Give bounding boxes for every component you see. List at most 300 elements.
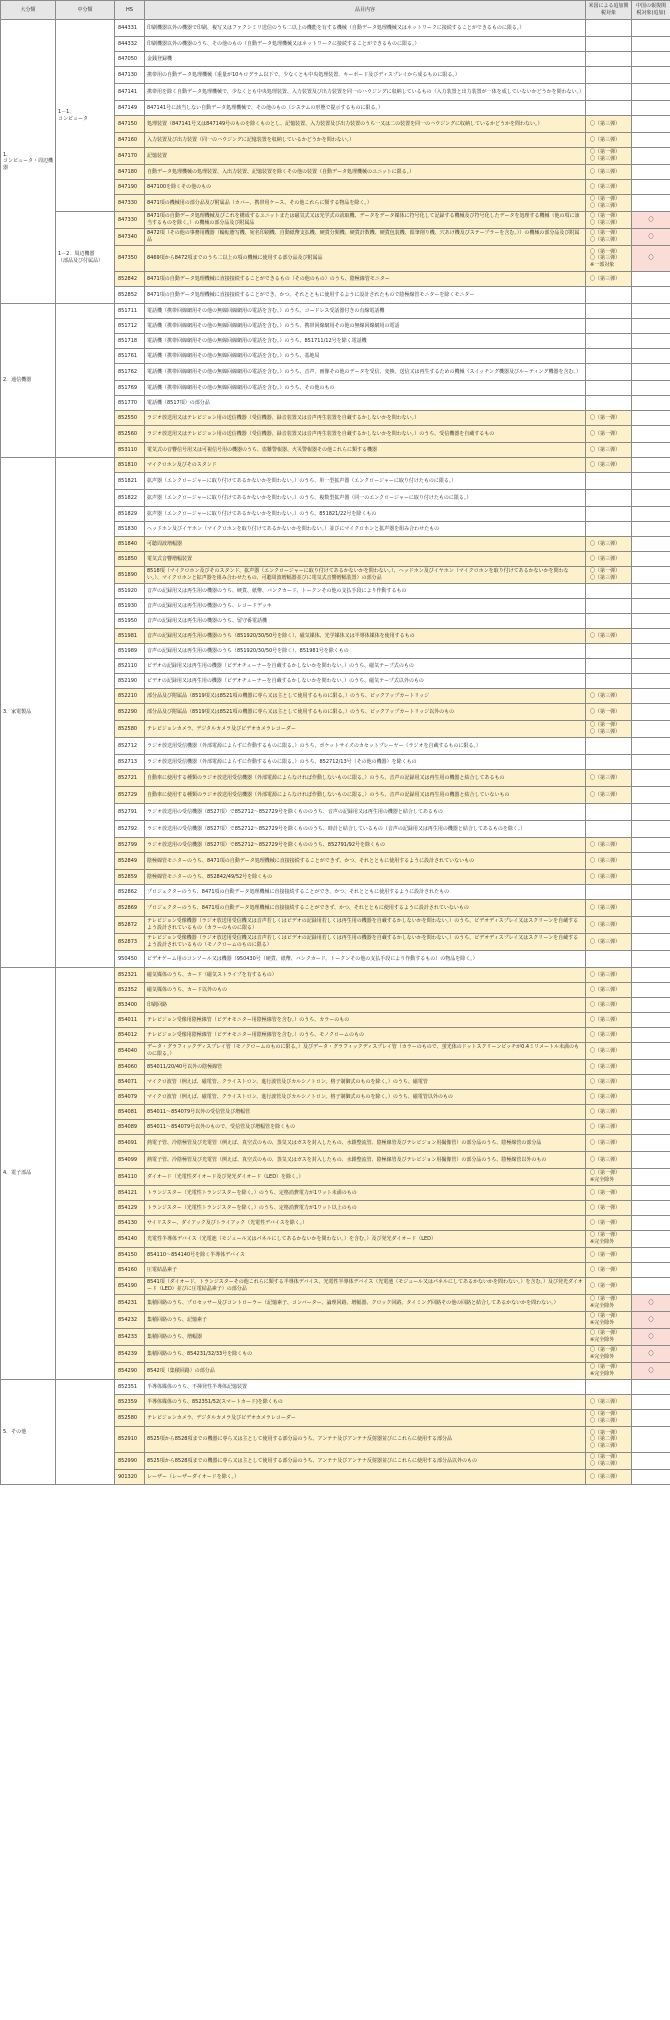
hs-code-cell: 852351 xyxy=(115,1380,145,1395)
description-cell: テレビジョン受像用陰極線管（ビデオモニター用陰極線管を含む。）のうち、モノクロームのもの xyxy=(145,1028,586,1043)
hs-code-cell: 851711 xyxy=(115,304,145,319)
cn-tariff-cell xyxy=(632,101,670,116)
us-tariff-cell xyxy=(586,614,632,629)
description-cell: 8541項（ダイオード、トランジスターその他これらに類する半導体デバイス、光電性半導体デバイス（光電池（モジュール又はパネルにしてあるかないかを問わない。）を含む。）及び発光ダイオード（LED）並びに圧電結晶素子）の部分品 xyxy=(145,1278,586,1295)
us-tariff-badge: 〇（第三弾） xyxy=(590,1016,621,1023)
us-tariff-badge: 〇（第一弾） xyxy=(590,1189,621,1196)
us-tariff-badge: 〇（第一弾） xyxy=(590,248,621,255)
header-row xyxy=(1,1,670,20)
us-tariff-badge: ※完全除外 xyxy=(590,1239,615,1245)
us-tariff-badge: 〇（第三弾） xyxy=(590,921,621,928)
us-tariff-badge: 〇（第三弾） xyxy=(590,120,621,127)
us-tariff-cell xyxy=(586,84,632,101)
cn-tariff-cell xyxy=(632,381,670,396)
hs-code-cell: 852869 xyxy=(115,900,145,917)
table-row xyxy=(1,458,670,473)
hs-code-cell: 852873 xyxy=(115,934,145,951)
hs-code-cell: 852321 xyxy=(115,968,145,983)
us-tariff-badge: 〇（第三弾） xyxy=(590,857,621,864)
cn-tariff-cell xyxy=(632,537,670,552)
hs-code-cell: 852713 xyxy=(115,755,145,770)
us-tariff-badge: 〇（第三弾） xyxy=(590,1001,621,1008)
description-cell: 自動車に使用する種類のラジオ放送用受信機器（外部電源によらなければ作動しないものに限る。）のうち、音声の記録用又は再生用の機器と結合していないもの xyxy=(145,787,586,804)
us-tariff-badge: 〇（第三弾） xyxy=(590,1123,621,1130)
hs-code-cell: 847170 xyxy=(115,148,145,165)
hs-code-cell: 854231 xyxy=(115,1295,145,1312)
description-cell: マイクロ波管（例えば、磁電管、クライストロン、進行波管及びカルシノトロン。格子制御式のものを除く。）のうち、磁電管以外のもの xyxy=(145,1090,586,1105)
us-tariff-badge: 〇（第一弾） xyxy=(590,1411,621,1418)
hs-code-cell: 852799 xyxy=(115,838,145,853)
us-tariff-cell xyxy=(586,334,632,349)
hs-code-cell: 852849 xyxy=(115,853,145,870)
cn-tariff-cell xyxy=(632,629,670,644)
us-tariff-cell xyxy=(586,1263,632,1278)
us-tariff-cell xyxy=(586,951,632,968)
us-tariff-cell xyxy=(586,770,632,787)
hs-code-cell: 844332 xyxy=(115,37,145,52)
cn-tariff-cell xyxy=(632,1395,670,1410)
us-tariff-cell xyxy=(586,133,632,148)
us-tariff-cell xyxy=(586,1248,632,1263)
cn-tariff-cell xyxy=(632,165,670,180)
us-tariff-badge: 〇（第一弾） xyxy=(590,230,621,237)
hs-code-cell: 852352 xyxy=(115,983,145,998)
us-tariff-cell xyxy=(586,1120,632,1135)
cn-tariff-cell xyxy=(632,1105,670,1120)
cn-tariff-cell xyxy=(632,473,670,490)
us-tariff-badge: 〇（第一弾） xyxy=(590,213,621,220)
us-tariff-badge: 〇（第三弾） xyxy=(590,136,621,143)
us-tariff-cell xyxy=(586,1169,632,1186)
hs-code-cell: 852852 xyxy=(115,287,145,304)
hs-code-cell: 851822 xyxy=(115,490,145,507)
hs-code-cell: 847330 xyxy=(115,195,145,212)
us-tariff-cell xyxy=(586,1013,632,1028)
cn-tariff-cell xyxy=(632,1427,670,1453)
description-cell: 部分品及び附属品（8519項又は8521項の機器に専ら又は主として使用するものに限る。）のうち、ピックアップカートリッジ xyxy=(145,689,586,704)
cn-tariff-cell xyxy=(632,1453,670,1470)
hs-code-cell: 854040 xyxy=(115,1043,145,1060)
hs-code-cell: 901320 xyxy=(115,1470,145,1485)
cn-tariff-cell xyxy=(632,1216,670,1231)
hs-code-cell: 852862 xyxy=(115,885,145,900)
cn-tariff-cell: 〇 xyxy=(632,229,670,246)
cn-tariff-cell xyxy=(632,1075,670,1090)
hs-code-cell: 851840 xyxy=(115,537,145,552)
description-cell: 熱電子管、冷陰極管及び光電管（例えば、真空式のもの、蒸気又はガスを封入したもの、水銀整流管、陰極線管及びテレビジョン用撮像管）の部分品のうち、陰極線管以外のもの xyxy=(145,1152,586,1169)
us-tariff-badge: 〇（第三弾） xyxy=(590,1047,621,1054)
us-tariff-cell xyxy=(586,1135,632,1152)
us-tariff-cell xyxy=(586,180,632,195)
us-tariff-cell xyxy=(586,381,632,396)
us-tariff-cell xyxy=(586,1090,632,1105)
hs-code-cell: 854239 xyxy=(115,1346,145,1363)
cn-tariff-cell xyxy=(632,37,670,52)
us-tariff-cell xyxy=(586,1043,632,1060)
description-cell: 電話機（携帯回線網用その他の無線回線網用の電話を含む。）のうち、音声、画像その他のデータを受信、変換、送信又は再生するための機械（スイッチング機器及びルーティング機器を含む。） xyxy=(145,364,586,381)
us-tariff-cell xyxy=(586,721,632,738)
hs-code-cell: 854130 xyxy=(115,1216,145,1231)
description-cell: ヘッドホン及びイヤホン（マイクロホンを取り付けてあるかないかを問わない。）並びにマイクロホンと拡声器を組み合わせたもの xyxy=(145,522,586,537)
us-tariff-cell xyxy=(586,364,632,381)
cn-tariff-cell xyxy=(632,319,670,334)
major-category-cell: 5．その他 xyxy=(1,1380,56,1485)
us-tariff-badge: 〇（第一弾） xyxy=(590,1364,621,1371)
us-tariff-badge: 〇（第一弾） xyxy=(590,1330,621,1337)
cn-tariff-cell xyxy=(632,1263,670,1278)
description-cell: 電気式の音響信号用又は可視信号用の機器のうち、盗難警報器、火災警報器その他これらに類する機器 xyxy=(145,443,586,458)
hs-code-cell: 851920 xyxy=(115,584,145,599)
header-major-category: 大分類 xyxy=(1,1,56,20)
hs-code-cell: 847160 xyxy=(115,133,145,148)
cn-tariff-cell: 〇 xyxy=(632,1346,670,1363)
description-cell: 拡声器（エンクロージャーに取り付けてあるかないかを問わない。）のうち、複数型拡声器（同一のエンクロージャーに取り付けたものに限る。） xyxy=(145,490,586,507)
description-cell: 電話機（携帯回線網用その他の無線回線網用の電話を含む。）のうち、コードレス受話器付きの有線電話機 xyxy=(145,304,586,319)
cn-tariff-cell xyxy=(632,304,670,319)
cn-tariff-cell xyxy=(632,917,670,934)
description-cell: 854011/20/40号以外の陰極線管 xyxy=(145,1060,586,1075)
description-cell: レーザー（レーザーダイオードを除く。） xyxy=(145,1470,586,1485)
cn-tariff-cell xyxy=(632,1043,670,1060)
cn-tariff-cell xyxy=(632,1380,670,1395)
us-tariff-badge: 〇（第三弾） xyxy=(590,1093,621,1100)
us-tariff-cell xyxy=(586,885,632,900)
us-tariff-cell xyxy=(586,195,632,212)
description-cell: 8542項（集積回路）の部分品 xyxy=(145,1363,586,1380)
middle-category-cell xyxy=(56,1380,115,1485)
us-tariff-cell xyxy=(586,1028,632,1043)
us-tariff-cell xyxy=(586,704,632,721)
header-middle-category: 中分類 xyxy=(56,1,115,20)
description-cell: 部分品及び附属品（8519項又は8521項の機器に専ら又は主として使用するものに限る。）のうち、ピックアップカートリッジ以外のもの xyxy=(145,704,586,721)
description-cell: 8471項の自動データ処理機械に直接接続することができるもの（その他のもの）のうち、陰極線管モニター xyxy=(145,272,586,287)
description-cell: 8525項から8528項までの機器に専ら又は主として使用する部分品のうち、アンテナ及びアンテナ反射器並びにこれらに使用する部分品 xyxy=(145,1427,586,1453)
middle-category-cell: 1－2．周辺機器 （部品及び付属品） xyxy=(56,212,115,304)
cn-tariff-cell xyxy=(632,738,670,755)
cn-tariff-cell xyxy=(632,821,670,838)
description-cell: 金銭登録機 xyxy=(145,52,586,67)
cn-tariff-cell xyxy=(632,787,670,804)
hs-code-cell: 852560 xyxy=(115,426,145,443)
hs-code-cell: 852859 xyxy=(115,870,145,885)
hs-code-cell: 844331 xyxy=(115,20,145,37)
cn-tariff-cell xyxy=(632,659,670,674)
cn-tariff-cell xyxy=(632,364,670,381)
description-cell: ビデオの記録用又は再生用の機器（ビデオチューナーを自蔵するかしないかを問わない。）のうち、磁気テープ式以外のもの xyxy=(145,674,586,689)
cn-tariff-cell xyxy=(632,870,670,885)
description-cell: 入力装置及び出力装置（同一のハウジングに記憶装置を収納しているかどうかを問わない。） xyxy=(145,133,586,148)
us-tariff-badge: ※完全除外 xyxy=(590,1337,615,1343)
description-cell: サイリスター、ダイアック及びトライアック（光電性デバイスを除く。） xyxy=(145,1216,586,1231)
us-tariff-badge: 〇（第三弾） xyxy=(590,1442,621,1449)
description-cell: 自動車に使用する種類のラジオ放送用受信機器（外部電源によらなければ作動しないものに限る。）のうち、音声の記録用又は再生用の機器と結合してあるもの xyxy=(145,770,586,787)
description-cell: 854011～854079号以外の受信管及び増幅管 xyxy=(145,1105,586,1120)
cn-tariff-cell xyxy=(632,644,670,659)
us-tariff-cell xyxy=(586,983,632,998)
us-tariff-cell xyxy=(586,689,632,704)
cn-tariff-cell xyxy=(632,1186,670,1201)
description-cell: 8472項（その他の事務用機器（輪転謄写機、宛名印刷機、自動紙幣支払機、硬貨分類機、硬貨計数機、硬貨包装機、鉛筆削り機、穴あけ機及びステープラーを含む。））の機械の部分品及び附属品 xyxy=(145,229,586,246)
us-tariff-cell xyxy=(586,1152,632,1169)
cn-tariff-cell xyxy=(632,998,670,1013)
hs-code-cell: 852359 xyxy=(115,1395,145,1410)
us-tariff-badge: 〇（第三弾） xyxy=(590,275,621,282)
cn-tariff-cell xyxy=(632,721,670,738)
us-tariff-cell xyxy=(586,304,632,319)
us-tariff-cell xyxy=(586,900,632,917)
description-cell: ラジオ放送用受信機器（外部電源によらずに作動するものに限る。）のうち、852712/13号（その他の機器）を除くもの xyxy=(145,755,586,770)
us-tariff-badge: 〇（第一弾） xyxy=(590,1219,621,1226)
description-cell: ラジオ放送用又はテレビジョン用の送信機器（受信機器、録音装置又は音声再生装置を自蔵するかしないかを問わない。）のうち、受信機器を自蔵するもの xyxy=(145,426,586,443)
description-cell: ビデオの記録用又は再生用の機器（ビデオチューナーを自蔵するかしないかを問わない。）のうち、磁気テープ式のもの xyxy=(145,659,586,674)
us-tariff-cell xyxy=(586,853,632,870)
us-tariff-cell xyxy=(586,212,632,229)
us-tariff-cell xyxy=(586,1380,632,1395)
us-tariff-badge: 〇（第三弾） xyxy=(590,220,621,226)
description-cell: 陰極線管モニターのうち、852842/49/52号を除くもの xyxy=(145,870,586,885)
us-tariff-cell xyxy=(586,552,632,567)
us-tariff-badge: ※完全除外 xyxy=(590,1177,615,1183)
us-tariff-badge: 〇（第一弾） xyxy=(590,430,621,437)
hs-code-cell: 851718 xyxy=(115,334,145,349)
us-tariff-cell xyxy=(586,349,632,364)
us-tariff-cell xyxy=(586,458,632,473)
description-cell: データ・グラフィックディスプレイ管（モノクロームのものに限る。）及びデータ・グラフィックディスプレイ管（カラーのもので、蛍光体のドットスクリーンピッチが0.4ミリメートル未満のものに限る。） xyxy=(145,1043,586,1060)
hs-code-cell: 854089 xyxy=(115,1120,145,1135)
cn-tariff-cell xyxy=(632,490,670,507)
us-tariff-cell xyxy=(586,229,632,246)
hs-code-cell: 852110 xyxy=(115,659,145,674)
hs-code-cell: 847180 xyxy=(115,165,145,180)
description-cell: トランジスター（光電性トランジスターを除く。）のうち、定格消費電力が1ワット以上のもの xyxy=(145,1201,586,1216)
us-tariff-cell xyxy=(586,20,632,37)
hs-code-cell: 852190 xyxy=(115,674,145,689)
cn-tariff-cell xyxy=(632,689,670,704)
header-cn-tariff: 中国の報復関税対象(追加) xyxy=(632,1,670,20)
us-tariff-cell xyxy=(586,396,632,411)
us-tariff-cell xyxy=(586,319,632,334)
hs-code-cell: 854129 xyxy=(115,1201,145,1216)
cn-tariff-cell xyxy=(632,67,670,84)
cn-tariff-cell xyxy=(632,584,670,599)
cn-tariff-cell xyxy=(632,195,670,212)
us-tariff-cell xyxy=(586,116,632,133)
hs-code-cell: 851761 xyxy=(115,349,145,364)
hs-code-cell: 847330 xyxy=(115,212,145,229)
hs-code-cell: 852580 xyxy=(115,721,145,738)
us-tariff-cell xyxy=(586,507,632,522)
us-tariff-cell xyxy=(586,1453,632,1470)
us-tariff-cell xyxy=(586,1427,632,1453)
cn-tariff-cell: 〇 xyxy=(632,246,670,272)
major-category-cell: 4．電子部品 xyxy=(1,968,56,1380)
hs-code-cell: 852290 xyxy=(115,704,145,721)
major-category-cell: 1. コンピュータ・周辺機器 xyxy=(1,20,56,304)
us-tariff-cell xyxy=(586,1278,632,1295)
hs-code-cell: 852990 xyxy=(115,1453,145,1470)
hs-code-cell: 847340 xyxy=(115,229,145,246)
hs-code-cell: 854091 xyxy=(115,1135,145,1152)
cn-tariff-cell xyxy=(632,900,670,917)
us-tariff-badge: 〇（第三弾） xyxy=(590,1078,621,1085)
us-tariff-cell xyxy=(586,644,632,659)
hs-code-cell: 854290 xyxy=(115,1363,145,1380)
cn-tariff-cell xyxy=(632,507,670,522)
hs-code-cell: 847141 xyxy=(115,84,145,101)
description-cell: 電話機（携帯回線網用その他の無線回線網用の電話を含む。）のうち、851711/12号を除く電話機 xyxy=(145,334,586,349)
cn-tariff-cell xyxy=(632,396,670,411)
hs-code-cell: 851810 xyxy=(115,458,145,473)
description-cell: 集積回路のうち、記憶素子 xyxy=(145,1312,586,1329)
us-tariff-cell xyxy=(586,537,632,552)
us-tariff-cell xyxy=(586,838,632,853)
us-tariff-badge: ※完全除外 xyxy=(590,1354,615,1360)
us-tariff-badge: 〇（第一弾） xyxy=(590,1170,621,1177)
us-tariff-cell xyxy=(586,37,632,52)
hs-code-cell: 852721 xyxy=(115,770,145,787)
description-cell: 処理装置（847141号又は847149号のものを除くものとし、記憶装置、入力装置及び出力装置のうち一又は二の装置を同一のハウジングに収納しているかどうかを問わない。） xyxy=(145,116,586,133)
us-tariff-cell xyxy=(586,804,632,821)
description-cell: 音声の記録用又は再生用の機器のうち、留守番電話機 xyxy=(145,614,586,629)
hs-code-cell: 950450 xyxy=(115,951,145,968)
description-cell: 854011～854079号以外のもので、受信管及び増幅管を除くもの xyxy=(145,1120,586,1135)
header-hs-code: HS xyxy=(115,1,145,20)
hs-code-cell: 852791 xyxy=(115,804,145,821)
us-tariff-badge: 〇（第三弾） xyxy=(590,1156,621,1163)
cn-tariff-cell xyxy=(632,983,670,998)
us-tariff-cell xyxy=(586,870,632,885)
cn-tariff-cell xyxy=(632,133,670,148)
cn-tariff-cell: 〇 xyxy=(632,212,670,229)
header-item-description: 品目内容 xyxy=(145,1,586,20)
hs-code-cell: 851829 xyxy=(115,507,145,522)
cn-tariff-cell xyxy=(632,770,670,787)
hs-code-cell: 851762 xyxy=(115,364,145,381)
us-tariff-badge: ※完全除外 xyxy=(590,1371,615,1377)
description-cell: テレビジョン受像用陰極線管（ビデオモニター用陰極線管を含む。）のうち、カラーのもの xyxy=(145,1013,586,1028)
hs-code-cell: 852210 xyxy=(115,689,145,704)
hs-code-cell: 853400 xyxy=(115,998,145,1013)
description-cell: 印刷機器以外の機器で印刷、複写又はファクシミリ送信のうち二以上の機能を有する機械（自動データ処理機械又はネットワークに接続することができるものに限る。） xyxy=(145,20,586,37)
cn-tariff-cell xyxy=(632,458,670,473)
us-tariff-cell xyxy=(586,473,632,490)
us-tariff-badge: 〇（第三弾） xyxy=(590,575,621,581)
description-cell: マイクロホン及びそのスタンド xyxy=(145,458,586,473)
us-tariff-badge: 〇（第一弾） xyxy=(590,1204,621,1211)
us-tariff-cell xyxy=(586,674,632,689)
description-cell: 8525項から8528項までの機器に専ら又は主として使用する部分品のうち、アンテナ及びアンテナ反射器並びにこれらに使用する部分品以外のもの xyxy=(145,1453,586,1470)
cn-tariff-cell xyxy=(632,1090,670,1105)
us-tariff-badge: 〇（第一弾） xyxy=(590,1251,621,1258)
us-tariff-cell xyxy=(586,1231,632,1248)
us-tariff-cell xyxy=(586,490,632,507)
us-tariff-badge: ※一部対象 xyxy=(590,261,615,268)
major-category-cell: 2．通信機器 xyxy=(1,304,56,458)
hs-code-cell: 854140 xyxy=(115,1231,145,1248)
cn-tariff-cell: 〇 xyxy=(632,1363,670,1380)
hs-code-cell: 847350 xyxy=(115,246,145,272)
hs-code-cell: 854012 xyxy=(115,1028,145,1043)
us-tariff-badge: 〇（第三弾） xyxy=(590,1418,621,1424)
hs-code-cell: 853110 xyxy=(115,443,145,458)
hs-code-cell: 851769 xyxy=(115,381,145,396)
us-tariff-badge: 〇（第三弾） xyxy=(590,1473,621,1480)
us-tariff-badge: 〇（第三弾） xyxy=(590,904,621,911)
cn-tariff-cell: 〇 xyxy=(632,1312,670,1329)
description-cell: プロジェクターのうち、8471項の自動データ処理機械に直接接続することができず、かつ、それとともに使用するように設計されていないもの xyxy=(145,900,586,917)
hs-code-cell: 851930 xyxy=(115,599,145,614)
description-cell: マイクロ波管（例えば、磁電管、クライストロン、進行波管及びカルシノトロン。格子制御式のものを除く。）のうち、磁電管 xyxy=(145,1075,586,1090)
table-body xyxy=(1,20,670,1485)
us-tariff-badge: 〇（第三弾） xyxy=(590,692,621,699)
description-cell: 陰極線管モニターのうち、8471項の自動データ処理機械に直接接続することができず、かつ、それとともに使用するように設計されていないもの xyxy=(145,853,586,870)
us-tariff-badge: 〇（第一弾） xyxy=(590,722,621,729)
cn-tariff-cell xyxy=(632,1028,670,1043)
hs-code-cell: 852712 xyxy=(115,738,145,755)
us-tariff-cell xyxy=(586,1346,632,1363)
us-tariff-cell xyxy=(586,917,632,934)
cn-tariff-cell xyxy=(632,522,670,537)
description-cell: ダイオード（光電性ダイオード及び発光ダイオード（LED）を除く。） xyxy=(145,1169,586,1186)
description-cell: ビデオゲーム用のコンソール又は機器（950430号（硬貨、紙幣、バンクカード、トークンその他の支払手段により作動するもの）の物品を除く。） xyxy=(145,951,586,968)
us-tariff-badge: 〇（第三弾） xyxy=(590,446,621,453)
us-tariff-cell xyxy=(586,522,632,537)
middle-category-cell: 1－1． コンピュータ xyxy=(56,20,115,212)
us-tariff-cell xyxy=(586,148,632,165)
us-tariff-badge: 〇（第三弾） xyxy=(590,632,621,639)
table-row xyxy=(1,1380,670,1395)
description-cell: テレビジョンカメラ、デジタルカメラ及びビデオカメラレコーダー xyxy=(145,721,586,738)
us-tariff-badge: 〇（第一弾） xyxy=(590,149,621,156)
hs-code-cell: 851770 xyxy=(115,396,145,411)
us-tariff-badge: 〇（第三弾） xyxy=(590,774,621,781)
cn-tariff-cell xyxy=(632,1135,670,1152)
us-tariff-cell xyxy=(586,567,632,584)
us-tariff-badge: 〇（第三弾） xyxy=(590,986,621,993)
table-row xyxy=(1,212,670,229)
description-cell: 音声の記録用又は再生用の機器のうち、硬貨、紙幣、バンクカード、トークンその他の支払手段により作動するもの xyxy=(145,584,586,599)
us-tariff-badge: 〇（第一弾） xyxy=(590,568,621,575)
cn-tariff-cell: 〇 xyxy=(632,1295,670,1312)
hs-code-cell: 852842 xyxy=(115,272,145,287)
description-cell: 印刷回路 xyxy=(145,998,586,1013)
us-tariff-badge: 〇（第三弾） xyxy=(590,841,621,848)
cn-tariff-cell: 〇 xyxy=(632,1329,670,1346)
description-cell: 847141号に該当しない自動データ処理機械で、その他のもの（システムの形態で提示するものに限る。） xyxy=(145,101,586,116)
us-tariff-cell xyxy=(586,1201,632,1216)
cn-tariff-cell xyxy=(632,1169,670,1186)
description-cell: ラジオ放送用の受信機器（8527項）で852712～852729号を除くもののうち、852791/92号を除くもの xyxy=(145,838,586,853)
description-cell: 音声の記録用又は再生用の機器のうち、レコードデッキ xyxy=(145,599,586,614)
us-tariff-badge: 〇（第三弾） xyxy=(590,168,621,175)
cn-tariff-cell xyxy=(632,180,670,195)
us-tariff-cell xyxy=(586,1105,632,1120)
hs-code-cell: 851950 xyxy=(115,614,145,629)
description-cell: 電気式音響増幅装置 xyxy=(145,552,586,567)
table-row xyxy=(1,968,670,983)
us-tariff-badge: 〇（第三弾） xyxy=(590,1139,621,1146)
hs-code-cell: 854011 xyxy=(115,1013,145,1028)
us-tariff-cell xyxy=(586,426,632,443)
description-cell: 854110～854140号を除く半導体デバイス xyxy=(145,1248,586,1263)
description-cell: 磁気媒体のうち、カード以外のもの xyxy=(145,983,586,998)
cn-tariff-cell xyxy=(632,334,670,349)
table-row xyxy=(1,20,670,37)
us-tariff-cell xyxy=(586,659,632,674)
us-tariff-badge: 〇（第三弾） xyxy=(590,203,621,209)
description-cell: プロジェクターのうち、8471項の自動データ処理機械に直接接続することができ、かつ、それとともに使用するように設計されたもの xyxy=(145,885,586,900)
cn-tariff-cell xyxy=(632,614,670,629)
